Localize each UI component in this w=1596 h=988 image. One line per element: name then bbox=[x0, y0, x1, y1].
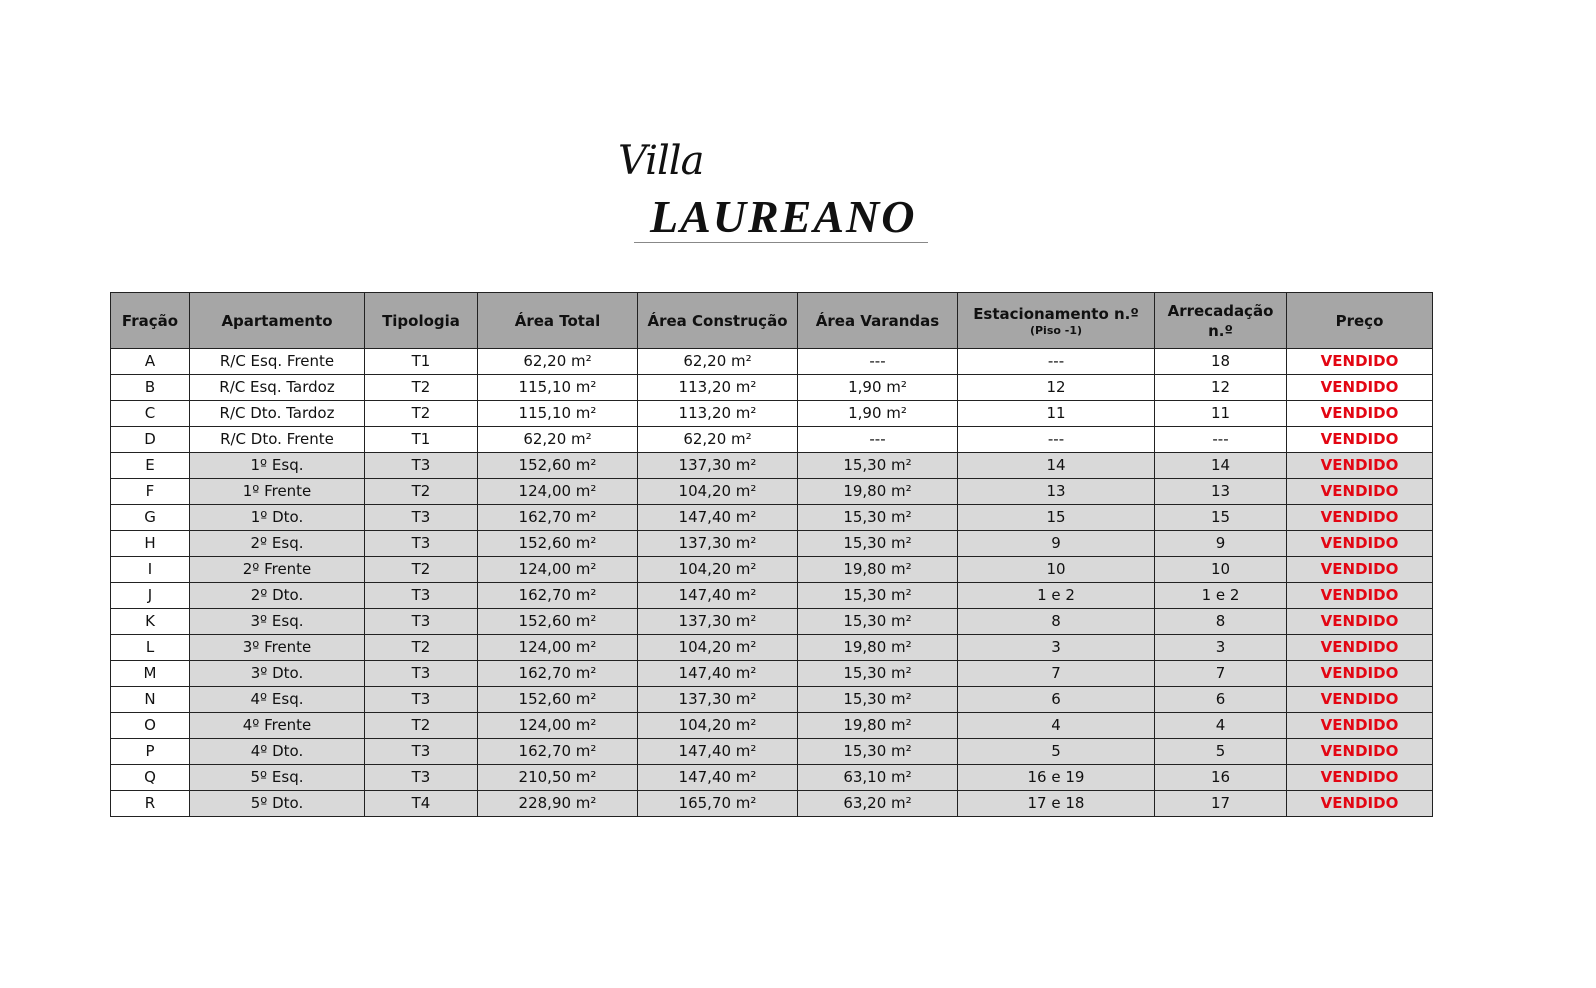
tipologia-cell: T2 bbox=[365, 401, 478, 427]
tipologia-cell: T3 bbox=[365, 505, 478, 531]
estacionamento-cell: 10 bbox=[958, 557, 1155, 583]
estacionamento-cell: --- bbox=[958, 349, 1155, 375]
fracao-cell: N bbox=[111, 687, 190, 713]
area-construcao-cell: 113,20 m² bbox=[638, 375, 798, 401]
arrecadacao-cell: 9 bbox=[1155, 531, 1287, 557]
table-header-row bbox=[111, 293, 1433, 349]
table-row bbox=[111, 791, 1433, 817]
fracao-cell: A bbox=[111, 349, 190, 375]
area-varandas-cell: 19,80 m² bbox=[798, 635, 958, 661]
area-construcao-cell: 147,40 m² bbox=[638, 583, 798, 609]
table-row bbox=[111, 427, 1433, 453]
arrecadacao-cell: 11 bbox=[1155, 401, 1287, 427]
estacionamento-cell: 12 bbox=[958, 375, 1155, 401]
preco-cell: VENDIDO bbox=[1287, 349, 1433, 375]
area-construcao-cell: 147,40 m² bbox=[638, 765, 798, 791]
column-header bbox=[190, 293, 365, 349]
column-header-label: Preço bbox=[1335, 311, 1384, 330]
column-header bbox=[638, 293, 798, 349]
area-total-cell: 162,70 m² bbox=[478, 661, 638, 687]
table-row bbox=[111, 453, 1433, 479]
tipologia-cell: T3 bbox=[365, 765, 478, 791]
area-construcao-cell: 104,20 m² bbox=[638, 479, 798, 505]
preco-cell: VENDIDO bbox=[1287, 739, 1433, 765]
apartamento-cell: 4º Dto. bbox=[190, 739, 365, 765]
area-varandas-cell: 15,30 m² bbox=[798, 505, 958, 531]
area-construcao-cell: 137,30 m² bbox=[638, 609, 798, 635]
area-total-cell: 115,10 m² bbox=[478, 401, 638, 427]
area-total-cell: 162,70 m² bbox=[478, 739, 638, 765]
column-header-label: Área Total bbox=[514, 311, 601, 330]
estacionamento-cell: 3 bbox=[958, 635, 1155, 661]
column-header-label: Fração bbox=[121, 311, 179, 330]
area-total-cell: 162,70 m² bbox=[478, 583, 638, 609]
column-header bbox=[111, 293, 190, 349]
preco-cell: VENDIDO bbox=[1287, 557, 1433, 583]
area-construcao-cell: 104,20 m² bbox=[638, 713, 798, 739]
area-total-cell: 162,70 m² bbox=[478, 505, 638, 531]
table-row bbox=[111, 687, 1433, 713]
arrecadacao-cell: 18 bbox=[1155, 349, 1287, 375]
area-total-cell: 152,60 m² bbox=[478, 531, 638, 557]
area-varandas-cell: 15,30 m² bbox=[798, 609, 958, 635]
table-row bbox=[111, 375, 1433, 401]
apartamento-cell: 4º Esq. bbox=[190, 687, 365, 713]
area-total-cell: 124,00 m² bbox=[478, 557, 638, 583]
estacionamento-cell: 13 bbox=[958, 479, 1155, 505]
column-header bbox=[958, 293, 1155, 349]
column-header-label: Apartamento bbox=[221, 311, 333, 330]
preco-cell: VENDIDO bbox=[1287, 609, 1433, 635]
preco-cell: VENDIDO bbox=[1287, 375, 1433, 401]
tipologia-cell: T2 bbox=[365, 635, 478, 661]
area-varandas-cell: --- bbox=[798, 427, 958, 453]
table-row bbox=[111, 557, 1433, 583]
arrecadacao-cell: 12 bbox=[1155, 375, 1287, 401]
column-header-label: Área Construção bbox=[647, 311, 788, 330]
area-construcao-cell: 104,20 m² bbox=[638, 557, 798, 583]
estacionamento-cell: 14 bbox=[958, 453, 1155, 479]
apartamento-cell: 2º Esq. bbox=[190, 531, 365, 557]
area-total-cell: 152,60 m² bbox=[478, 453, 638, 479]
area-construcao-cell: 113,20 m² bbox=[638, 401, 798, 427]
preco-cell: VENDIDO bbox=[1287, 661, 1433, 687]
preco-cell: VENDIDO bbox=[1287, 765, 1433, 791]
area-varandas-cell: 63,10 m² bbox=[798, 765, 958, 791]
apartamento-cell: 2º Dto. bbox=[190, 583, 365, 609]
area-total-cell: 62,20 m² bbox=[478, 427, 638, 453]
estacionamento-cell: 11 bbox=[958, 401, 1155, 427]
area-total-cell: 210,50 m² bbox=[478, 765, 638, 791]
apartamento-cell: 1º Dto. bbox=[190, 505, 365, 531]
estacionamento-cell: 16 e 19 bbox=[958, 765, 1155, 791]
area-total-cell: 228,90 m² bbox=[478, 791, 638, 817]
column-header-sublabel: (Piso -1) bbox=[1029, 324, 1083, 337]
tipologia-cell: T1 bbox=[365, 427, 478, 453]
apartamento-cell: 1º Frente bbox=[190, 479, 365, 505]
area-total-cell: 152,60 m² bbox=[478, 687, 638, 713]
area-total-cell: 124,00 m² bbox=[478, 635, 638, 661]
fracao-cell: J bbox=[111, 583, 190, 609]
estacionamento-cell: 1 e 2 bbox=[958, 583, 1155, 609]
preco-cell: VENDIDO bbox=[1287, 453, 1433, 479]
title-underline bbox=[634, 242, 928, 243]
estacionamento-cell: 4 bbox=[958, 713, 1155, 739]
area-total-cell: 115,10 m² bbox=[478, 375, 638, 401]
estacionamento-cell: 6 bbox=[958, 687, 1155, 713]
title-block bbox=[600, 136, 920, 246]
area-varandas-cell: 1,90 m² bbox=[798, 401, 958, 427]
tipologia-cell: T2 bbox=[365, 479, 478, 505]
area-varandas-cell: 19,80 m² bbox=[798, 713, 958, 739]
arrecadacao-cell: 7 bbox=[1155, 661, 1287, 687]
area-construcao-cell: 104,20 m² bbox=[638, 635, 798, 661]
fracao-cell: Q bbox=[111, 765, 190, 791]
table-row bbox=[111, 635, 1433, 661]
table-body bbox=[111, 349, 1433, 817]
table-row bbox=[111, 739, 1433, 765]
area-total-cell: 152,60 m² bbox=[478, 609, 638, 635]
preco-cell: VENDIDO bbox=[1287, 687, 1433, 713]
preco-cell: VENDIDO bbox=[1287, 713, 1433, 739]
area-construcao-cell: 147,40 m² bbox=[638, 505, 798, 531]
villa-script-title: Villa bbox=[618, 138, 704, 184]
estacionamento-cell: 9 bbox=[958, 531, 1155, 557]
arrecadacao-cell: 4 bbox=[1155, 713, 1287, 739]
area-varandas-cell: 19,80 m² bbox=[798, 557, 958, 583]
fracao-cell: O bbox=[111, 713, 190, 739]
arrecadacao-cell: 5 bbox=[1155, 739, 1287, 765]
fracao-cell: R bbox=[111, 791, 190, 817]
table-row bbox=[111, 661, 1433, 687]
arrecadacao-cell: 3 bbox=[1155, 635, 1287, 661]
area-varandas-cell: 15,30 m² bbox=[798, 531, 958, 557]
apartamento-cell: 2º Frente bbox=[190, 557, 365, 583]
apartamento-cell: 3º Frente bbox=[190, 635, 365, 661]
apartamento-cell: 3º Esq. bbox=[190, 609, 365, 635]
tipologia-cell: T3 bbox=[365, 583, 478, 609]
area-varandas-cell: 15,30 m² bbox=[798, 687, 958, 713]
arrecadacao-cell: 6 bbox=[1155, 687, 1287, 713]
area-total-cell: 124,00 m² bbox=[478, 713, 638, 739]
area-construcao-cell: 147,40 m² bbox=[638, 661, 798, 687]
fracao-cell: D bbox=[111, 427, 190, 453]
fracao-cell: F bbox=[111, 479, 190, 505]
tipologia-cell: T2 bbox=[365, 557, 478, 583]
arrecadacao-cell: 1 e 2 bbox=[1155, 583, 1287, 609]
estacionamento-cell: 17 e 18 bbox=[958, 791, 1155, 817]
preco-cell: VENDIDO bbox=[1287, 635, 1433, 661]
arrecadacao-cell: 10 bbox=[1155, 557, 1287, 583]
table-row bbox=[111, 609, 1433, 635]
estacionamento-cell: 15 bbox=[958, 505, 1155, 531]
arrecadacao-cell: --- bbox=[1155, 427, 1287, 453]
area-construcao-cell: 147,40 m² bbox=[638, 739, 798, 765]
table-row bbox=[111, 765, 1433, 791]
table-row bbox=[111, 479, 1433, 505]
arrecadacao-cell: 13 bbox=[1155, 479, 1287, 505]
tipologia-cell: T4 bbox=[365, 791, 478, 817]
fracao-cell: L bbox=[111, 635, 190, 661]
preco-cell: VENDIDO bbox=[1287, 583, 1433, 609]
apartamento-cell: 4º Frente bbox=[190, 713, 365, 739]
area-total-cell: 124,00 m² bbox=[478, 479, 638, 505]
fracao-cell: H bbox=[111, 531, 190, 557]
column-header bbox=[1287, 293, 1433, 349]
area-varandas-cell: 1,90 m² bbox=[798, 375, 958, 401]
tipologia-cell: T3 bbox=[365, 453, 478, 479]
tipologia-cell: T3 bbox=[365, 687, 478, 713]
apartamento-cell: 3º Dto. bbox=[190, 661, 365, 687]
arrecadacao-cell: 14 bbox=[1155, 453, 1287, 479]
area-construcao-cell: 165,70 m² bbox=[638, 791, 798, 817]
arrecadacao-cell: 15 bbox=[1155, 505, 1287, 531]
preco-cell: VENDIDO bbox=[1287, 427, 1433, 453]
estacionamento-cell: 8 bbox=[958, 609, 1155, 635]
estacionamento-cell: 5 bbox=[958, 739, 1155, 765]
estacionamento-cell: 7 bbox=[958, 661, 1155, 687]
units-table bbox=[110, 292, 1433, 817]
estacionamento-cell: --- bbox=[958, 427, 1155, 453]
tipologia-cell: T2 bbox=[365, 375, 478, 401]
preco-cell: VENDIDO bbox=[1287, 531, 1433, 557]
preco-cell: VENDIDO bbox=[1287, 791, 1433, 817]
area-varandas-cell: 15,30 m² bbox=[798, 739, 958, 765]
tipologia-cell: T3 bbox=[365, 661, 478, 687]
area-total-cell: 62,20 m² bbox=[478, 349, 638, 375]
area-construcao-cell: 62,20 m² bbox=[638, 349, 798, 375]
preco-cell: VENDIDO bbox=[1287, 401, 1433, 427]
laureano-title: LAUREANO bbox=[650, 191, 917, 242]
tipologia-cell: T3 bbox=[365, 739, 478, 765]
column-header bbox=[798, 293, 958, 349]
tipologia-cell: T3 bbox=[365, 531, 478, 557]
fracao-cell: G bbox=[111, 505, 190, 531]
arrecadacao-cell: 16 bbox=[1155, 765, 1287, 791]
apartamento-cell: R/C Dto. Tardoz bbox=[190, 401, 365, 427]
fracao-cell: P bbox=[111, 739, 190, 765]
tipologia-cell: T3 bbox=[365, 609, 478, 635]
column-header bbox=[1155, 293, 1287, 349]
apartamento-cell: R/C Dto. Frente bbox=[190, 427, 365, 453]
fracao-cell: I bbox=[111, 557, 190, 583]
area-varandas-cell: 19,80 m² bbox=[798, 479, 958, 505]
area-varandas-cell: 15,30 m² bbox=[798, 453, 958, 479]
table-row bbox=[111, 349, 1433, 375]
fracao-cell: M bbox=[111, 661, 190, 687]
fracao-cell: C bbox=[111, 401, 190, 427]
column-header-label: Estacionamento n.º bbox=[973, 305, 1139, 323]
area-construcao-cell: 137,30 m² bbox=[638, 453, 798, 479]
apartamento-cell: R/C Esq. Tardoz bbox=[190, 375, 365, 401]
column-header bbox=[365, 293, 478, 349]
column-header-label: Área Varandas bbox=[815, 311, 940, 330]
arrecadacao-cell: 17 bbox=[1155, 791, 1287, 817]
column-header-label: Arrecadação n.º bbox=[1167, 301, 1274, 340]
apartamento-cell: 5º Esq. bbox=[190, 765, 365, 791]
column-header-label: Tipologia bbox=[382, 311, 460, 330]
area-construcao-cell: 137,30 m² bbox=[638, 531, 798, 557]
preco-cell: VENDIDO bbox=[1287, 479, 1433, 505]
table-row bbox=[111, 531, 1433, 557]
arrecadacao-cell: 8 bbox=[1155, 609, 1287, 635]
table-row bbox=[111, 583, 1433, 609]
table-row bbox=[111, 713, 1433, 739]
area-construcao-cell: 62,20 m² bbox=[638, 427, 798, 453]
area-varandas-cell: --- bbox=[798, 349, 958, 375]
fracao-cell: B bbox=[111, 375, 190, 401]
area-construcao-cell: 137,30 m² bbox=[638, 687, 798, 713]
area-varandas-cell: 15,30 m² bbox=[798, 661, 958, 687]
fracao-cell: K bbox=[111, 609, 190, 635]
table-row bbox=[111, 401, 1433, 427]
fracao-cell: E bbox=[111, 453, 190, 479]
tipologia-cell: T1 bbox=[365, 349, 478, 375]
apartamento-cell: 1º Esq. bbox=[190, 453, 365, 479]
table-row bbox=[111, 505, 1433, 531]
column-header bbox=[478, 293, 638, 349]
area-varandas-cell: 15,30 m² bbox=[798, 583, 958, 609]
area-varandas-cell: 63,20 m² bbox=[798, 791, 958, 817]
tipologia-cell: T2 bbox=[365, 713, 478, 739]
apartamento-cell: 5º Dto. bbox=[190, 791, 365, 817]
preco-cell: VENDIDO bbox=[1287, 505, 1433, 531]
apartamento-cell: R/C Esq. Frente bbox=[190, 349, 365, 375]
